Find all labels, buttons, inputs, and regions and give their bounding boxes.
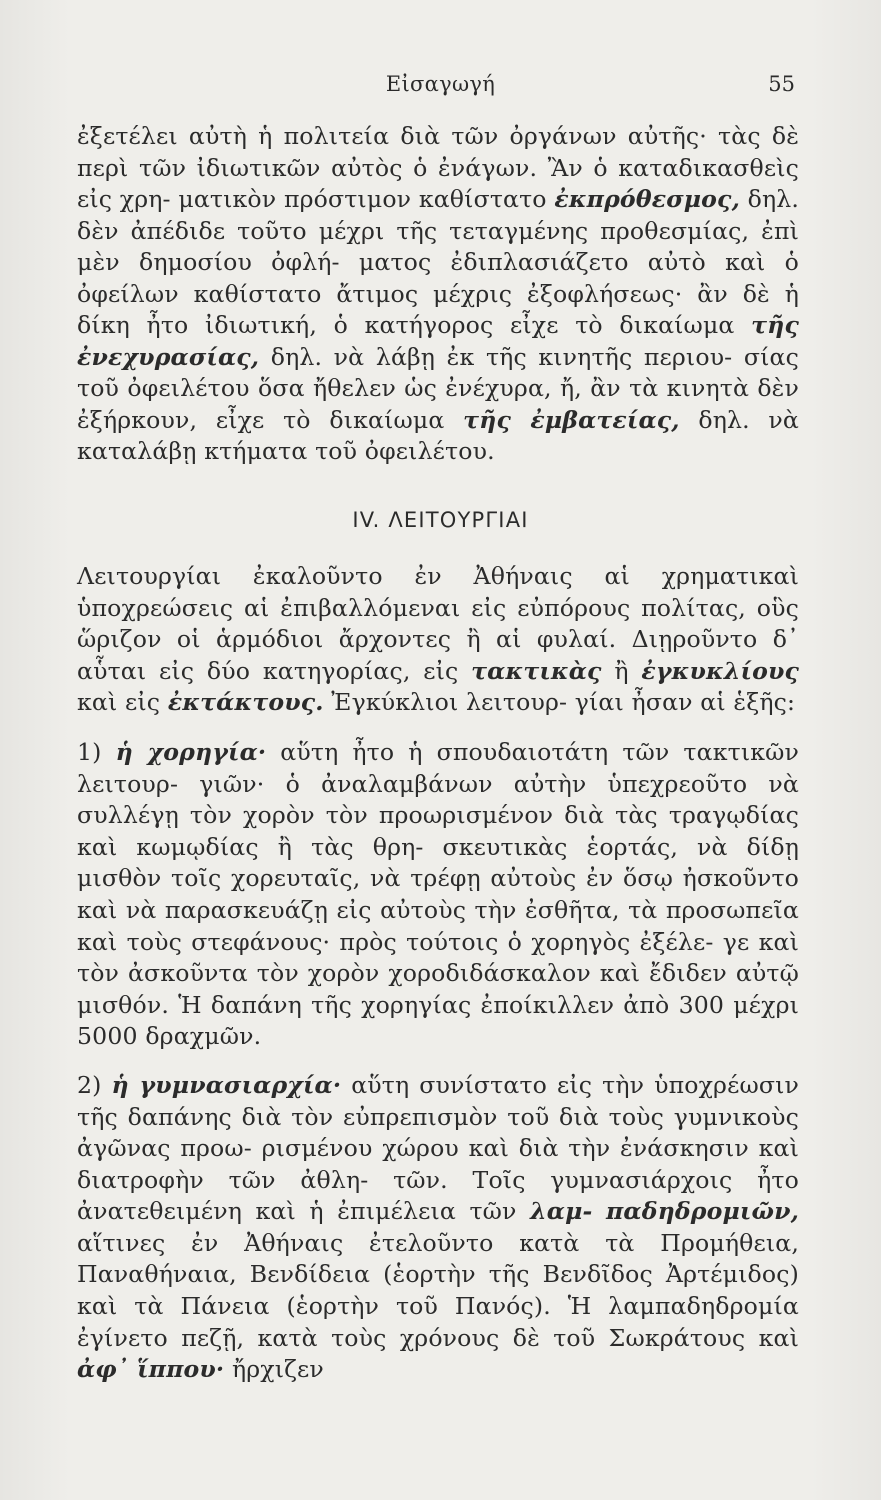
term-enkyklious: ἐγκυκλίους	[641, 656, 799, 685]
term-ekprothesmos: ἐκπρόθεσμος,	[554, 185, 740, 213]
leitourgiai-paragraph: Λειτουργίαι ἐκαλοῦντο ἐν Ἀθήναις αἱ χρηματικαὶ ὑποχρεώσεις αἱ ἐπιβαλλόμεναι εἰς εὐπόρους πολίτας, οὓς ὥριζον οἱ ἁρμόδιοι ἄρχοντες ἢ αἱ φυλαί. Διῃροῦντο δ᾽ αὗται εἰς δύο κατηγορίας, εἰς τακτικὰς ἢ ἐγκυκλίους καὶ εἰς ἐκτάκτους. Ἐγκύκλιοι λειτουρ- γίαι ἦσαν αἱ ἑξῆς:	[77, 562, 799, 717]
item-number-1: 1)	[77, 737, 102, 766]
term-choregia: ἡ χορηγία·	[115, 737, 267, 766]
running-title: Εἰσαγωγή	[385, 72, 496, 96]
term-aph-hippou: ἀφ᾽ ἵππου·	[77, 1355, 225, 1384]
term-ektaktous: ἐκτάκτους.	[167, 688, 324, 717]
gymnasiarchia-paragraph: 2) ἡ γυμνασιαρχία· αὕτη συνίστατο εἰς τὴν ὑποχρέωσιν τῆς δαπάνης διὰ τὸν εὐπρεπισμὸν τοῦ διὰ τοὺς γυμνικοὺς ἀγῶνας προω- ρισμένου χώρου καὶ διὰ τὴν ἐνάσκησιν καὶ διατροφὴν τῶν ἀθλη- τῶν. Τοῖς γυμνασιάρχοις ἦτο ἀνατεθειμένη καὶ ἡ ἐπιμέλεια τῶν λαμ- παδηδρομιῶν, αἵτινες ἐν Ἀθήναις ἐτελοῦντο κατὰ τὰ Προμήθεια, Παναθήναια, Βενδίδεια (ἑορτὴν τῆς Βενδῖδος Ἀρτέμιδος) καὶ τὰ Πάνεια (ἑορτὴν τοῦ Πανός). Ἡ λαμπαδηδρομία ἐγίνετο πεζῇ, κατὰ τοὺς χρόνους δὲ τοῦ Σωκράτους καὶ ἀφ᾽ ἵππου· ἤρχιζεν	[77, 1070, 800, 1384]
section-heading: IV. ΛΕΙΤΟΥΡΓΙΑΙ	[352, 508, 529, 532]
term-lampadedromion-part-2: παδηδρομιῶν,	[605, 1197, 799, 1226]
term-lampadedromion-part-1: λαμ-	[530, 1197, 593, 1226]
choregia-paragraph: 1) ἡ χορηγία· αὕτη ἦτο ἡ σπουδαιοτάτη τῶν τακτικῶν λειτουρ- γιῶν· ὁ ἀναλαμβάνων αὐτὴν ὑπεχρεοῦτο νὰ συλλέγῃ τὸν χορὸν τὸν προωρισμένον διὰ τὰς τραγῳδίας καὶ κωμῳδίας ἢ τὰς θρη- σκευτικὰς ἑορτάς, νὰ δίδῃ μισθὸν τοῖς χορευταῖς, νὰ τρέφῃ αὐτοὺς ἐν ὅσῳ ἠσκοῦντο καὶ νὰ παρασκευάζῃ εἰς αὐτοὺς τὴν ἐσθῆτα, τὰ προσωπεῖα καὶ τοὺς στεφάνους· πρὸς τούτοις ὁ χορηγὸς ἐξέλε- γε καὶ τὸν ἀσκοῦντα τὸν χορὸν χοροδιδάσκαλον καὶ ἔδιδεν αὐτῷ μισθόν. Ἡ δαπάνη τῆς χορηγίας ἐποίκιλλεν ἀπὸ 300 μέχρι 5000 δραχμῶν.	[77, 737, 800, 1051]
section-body	[77, 561, 799, 1386]
term-enechyrasia: τῆς ἐνεχυρασίας,	[77, 311, 799, 371]
intro-paragraph	[77, 121, 799, 468]
page-number: 55	[768, 72, 795, 96]
term-taktikas: τακτικὰς	[471, 656, 602, 685]
item-number-2: 2)	[77, 1070, 102, 1099]
term-gymnasiarchia: ἡ γυμνασιαρχία·	[111, 1070, 342, 1099]
term-embateia: τῆς ἐμβατείας,	[463, 405, 680, 434]
intro-text: ἐξετέλει αὐτὴ ἡ πολιτεία διὰ τῶν ὀργάνων αὐτῆς· τὰς δὲ περὶ τῶν ἰδιωτικῶν αὐτὸς ὁ ἐνάγων. Ἂν ὁ καταδικασθεὶς εἰς χρη- ματικὸν πρόστιμον καθίστατο ἐκπρόθεσμος, δηλ. δὲν ἀπέδιδε τοῦτο μέχρι τῆς τεταγμένης προθεσμίας, ἐπὶ μὲν δημοσίου ὀφλή- ματος ἐδιπλασιάζετο αὐτὸ καὶ ὁ ὀφείλων καθίστατο ἄτιμος μέχρις ἐξοφλήσεως· ἂν δὲ ἡ δίκη ἦτο ἰδιωτική, ὁ κατήγορος εἶχε τὸ δικαίωμα τῆς ἐνεχυρασίας, δηλ. νὰ λάβῃ ἐκ τῆς κινητῆς περιου- σίας τοῦ ὀφειλέτου ὅσα ἤθελεν ὡς ἐνέχυρα, ἤ, ἂν τὰ κινητὰ δὲν ἐξήρκουν, εἶχε τὸ δικαίωμα τῆς ἐμβατείας, δηλ. νὰ καταλάβῃ κτήματα τοῦ ὀφειλέτου.	[77, 122, 800, 465]
